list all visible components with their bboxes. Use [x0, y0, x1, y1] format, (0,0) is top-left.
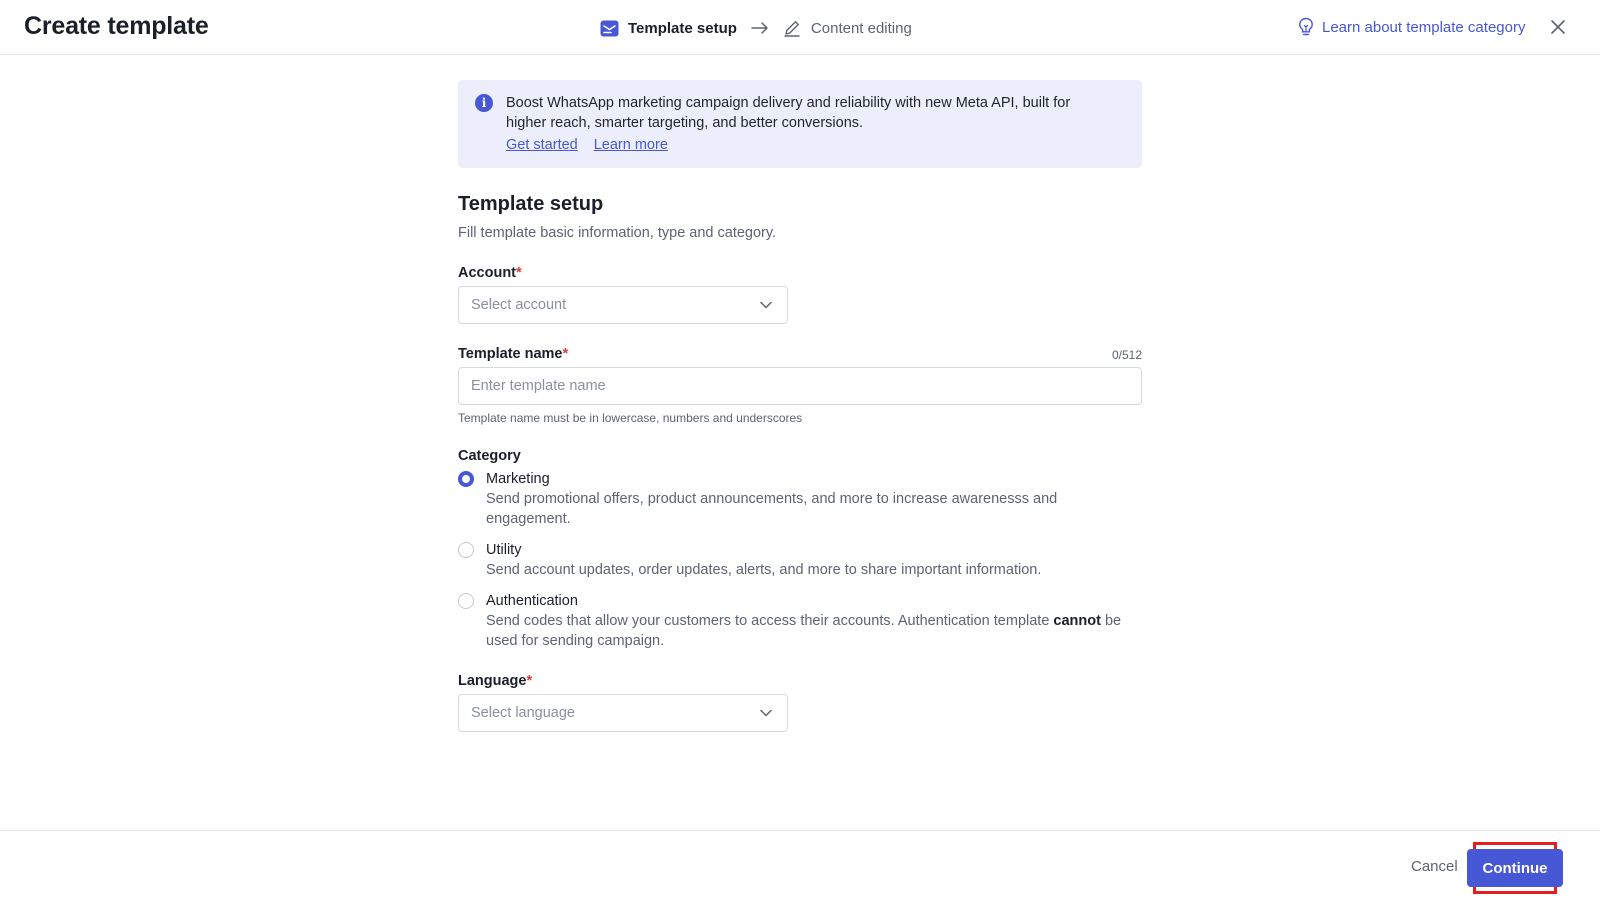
- desc-part: Send codes that allow your customers to access their accounts. Authentication template: [486, 613, 1054, 629]
- radio-content: [486, 469, 1142, 529]
- template-name-field: [458, 346, 1142, 425]
- category-option-marketing[interactable]: [458, 469, 1142, 529]
- radio-title: Utility: [486, 542, 522, 558]
- desc-part: be used for sending campaign.: [486, 613, 1122, 649]
- account-field: [458, 265, 1142, 324]
- header: [0, 0, 1600, 55]
- step-label: Template setup: [628, 19, 737, 37]
- continue-highlight: [1473, 842, 1557, 894]
- cancel-button[interactable]: Cancel: [1411, 858, 1458, 875]
- step-label: Content editing: [810, 19, 912, 37]
- close-icon: [1550, 19, 1566, 35]
- info-icon: i: [475, 94, 493, 112]
- category-option-authentication[interactable]: [458, 591, 1142, 651]
- banner-links: [506, 137, 1126, 153]
- chevron-down-icon: [759, 300, 773, 310]
- continue-button[interactable]: Continue: [1467, 849, 1563, 887]
- close-button[interactable]: [1548, 17, 1568, 37]
- learn-template-category-link[interactable]: [1298, 17, 1525, 37]
- account-select-placeholder: Select account: [471, 297, 567, 313]
- language-select[interactable]: [458, 694, 788, 732]
- get-started-link[interactable]: Get started: [506, 137, 578, 153]
- language-select-placeholder: Select language: [471, 705, 575, 721]
- radio-title: Marketing: [486, 471, 550, 487]
- radio-authentication[interactable]: [458, 593, 474, 609]
- desc-bold: cannot: [1053, 613, 1101, 629]
- radio-utility[interactable]: [458, 542, 474, 558]
- template-name-label: [458, 346, 568, 362]
- arrow-right-icon: [751, 21, 769, 35]
- language-label: [458, 673, 1142, 689]
- category-field: [458, 448, 1142, 651]
- radio-description: Send account updates, order updates, alerts, and more to share important information.: [486, 562, 1042, 578]
- template-name-label-row: [458, 346, 1142, 362]
- radio-marketing[interactable]: [458, 471, 474, 487]
- radio-title: Authentication: [486, 593, 578, 609]
- chevron-down-icon: [759, 708, 773, 718]
- page-title: Create template: [24, 12, 209, 40]
- pencil-icon: [783, 19, 802, 38]
- main-content: [458, 80, 1142, 732]
- banner-text: Boost WhatsApp marketing campaign delivery and reliability with new Meta API, built for higher reach, smarter targeting, and better conversions.: [506, 95, 1071, 131]
- lightbulb-icon: [1298, 17, 1316, 37]
- template-name-input[interactable]: [458, 367, 1142, 405]
- account-label-text: Account: [458, 265, 516, 281]
- radio-content: [486, 591, 1142, 651]
- section-subtitle: Fill template basic information, type and category.: [458, 225, 777, 241]
- required-mark: *: [516, 265, 522, 281]
- template-name-label-text: Template name: [458, 346, 563, 362]
- info-banner: [458, 80, 1142, 168]
- category-label: Category: [458, 448, 521, 464]
- template-icon: [600, 19, 619, 38]
- step-template-setup[interactable]: [600, 19, 737, 38]
- learn-more-link[interactable]: Learn more: [593, 137, 668, 153]
- character-counter: 0/512: [1111, 348, 1142, 362]
- category-option-utility[interactable]: [458, 540, 1142, 580]
- stepper: [600, 17, 912, 39]
- template-name-hint: Template name must be in lowercase, numbers and underscores: [458, 411, 803, 425]
- learn-link-label: Learn about template category: [1322, 18, 1526, 36]
- account-select[interactable]: [458, 286, 788, 324]
- language-field: [458, 673, 1142, 732]
- required-mark: *: [562, 346, 569, 362]
- section-title: Template setup: [458, 193, 604, 215]
- step-content-editing[interactable]: [783, 19, 912, 38]
- language-label-text: Language: [458, 673, 527, 689]
- footer: [0, 830, 1600, 900]
- radio-description: Send promotional offers, product announcements, and more to increase awarenesss and engagement.: [486, 491, 1058, 527]
- account-label: [458, 265, 1142, 281]
- radio-content: [486, 540, 1142, 580]
- required-mark: *: [526, 673, 533, 689]
- radio-description: [486, 611, 1142, 651]
